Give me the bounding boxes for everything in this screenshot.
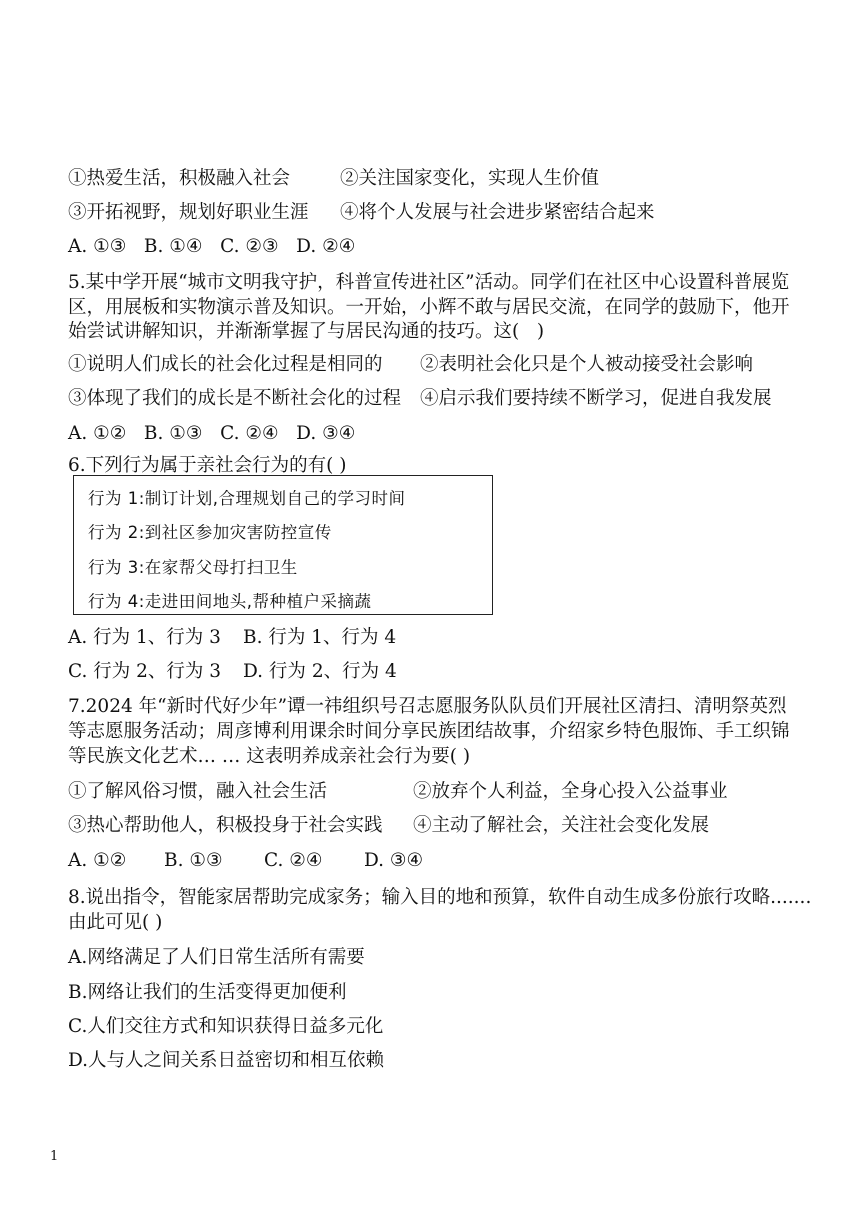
q8-stem-line-2: 由此可见( ) (68, 912, 163, 933)
q5-stem-line-2: 区，用展板和实物演示普及知识。一开始，小辉不敢与居民交流，在同学的鼓励下，他开 (68, 297, 790, 318)
q6-behavior-table (73, 475, 493, 615)
q5-choices: A. ①② B. ①③ C. ②④ D. ③④ (68, 423, 356, 444)
q5-statement-2: ②表明社会化只是个人被动接受社会影响 (420, 354, 754, 375)
q6-behavior-4: 行为 4:走进田间地头,帮种植户采摘蔬 (88, 592, 372, 611)
q5-statement-1: ①说明人们成长的社会化过程是相同的 (68, 354, 383, 375)
q6-choice-d: D. 行为 2、行为 4 (243, 661, 397, 682)
q7-statement-3: ③热心帮助他人，积极投身于社会实践 (68, 815, 383, 836)
q6-behavior-1: 行为 1:制订计划,合理规划自己的学习时间 (88, 489, 406, 508)
q7-choice-d: D. ③④ (364, 850, 424, 871)
q7-stem-line-1: 7.2024 年“新时代好少年”谭一祎组织号召志愿服务队队员们开展社区清扫、清明祭英烈 (68, 696, 787, 717)
q6-choice-c: C. 行为 2、行为 3 (68, 661, 222, 682)
q8-choice-a: A.网络满足了人们日常生活所有需要 (68, 947, 365, 968)
q4-statement-3: ③开拓视野，规划好职业生涯 (68, 202, 309, 223)
q6-behavior-3: 行为 3:在家帮父母打扫卫生 (88, 558, 298, 577)
q8-choice-c: C.人们交往方式和知识获得日益多元化 (68, 1016, 384, 1037)
q5-stem-line-3: 始尝试讲解知识，并渐渐掌握了与居民沟通的技巧。这( ) (68, 321, 545, 342)
q4-statement-2: ②关注国家变化，实现人生价值 (340, 168, 600, 189)
q8-choice-b: B.网络让我们的生活变得更加便利 (68, 982, 347, 1003)
q7-choice-b: B. ①③ (164, 850, 223, 871)
q5-statement-4: ④启示我们要持续不断学习，促进自我发展 (420, 388, 772, 409)
q7-statement-2: ②放弃个人利益，全身心投入公益事业 (413, 781, 728, 802)
q4-choices: A. ①③ B. ①④ C. ②③ D. ②④ (68, 236, 356, 257)
q6-choice-b: B. 行为 1、行为 4 (243, 627, 397, 648)
q7-stem-line-3: 等民族文化艺术… … 这表明养成亲社会行为要( ) (68, 746, 471, 767)
q6-choice-a: A. 行为 1、行为 3 (68, 627, 221, 648)
q7-statement-1: ①了解风俗习惯，融入社会生活 (68, 781, 328, 802)
q8-stem-line-1: 8.说出指令，智能家居帮助完成家务；输入目的地和预算，软件自动生成多份旅行攻略....... (68, 887, 812, 908)
q4-statement-4: ④将个人发展与社会进步紧密结合起来 (340, 202, 655, 223)
q7-choice-c: C. ②④ (264, 850, 323, 871)
q7-choice-a: A. ①② (68, 850, 127, 871)
page-number: 1 (50, 1149, 59, 1164)
q6-behavior-2: 行为 2:到社区参加灾害防控宣传 (88, 523, 332, 542)
q5-stem-line-1: 5.某中学开展“城市文明我守护，科普宣传进社区”活动。同学们在社区中心设置科普展览 (68, 272, 790, 293)
q6-stem: 6.下列行为属于亲社会行为的有( ) (68, 455, 347, 476)
q7-stem-line-2: 等志愿服务活动；周彦博利用课余时间分享民族团结故事，介绍家乡特色服饰、手工织锦 (68, 721, 790, 742)
q8-choice-d: D.人与人之间关系日益密切和相互依赖 (68, 1050, 385, 1071)
q7-statement-4: ④主动了解社会，关注社会变化发展 (413, 815, 710, 836)
q5-statement-3: ③体现了我们的成长是不断社会化的过程 (68, 388, 402, 409)
q4-statement-1: ①热爱生活，积极融入社会 (68, 168, 291, 189)
